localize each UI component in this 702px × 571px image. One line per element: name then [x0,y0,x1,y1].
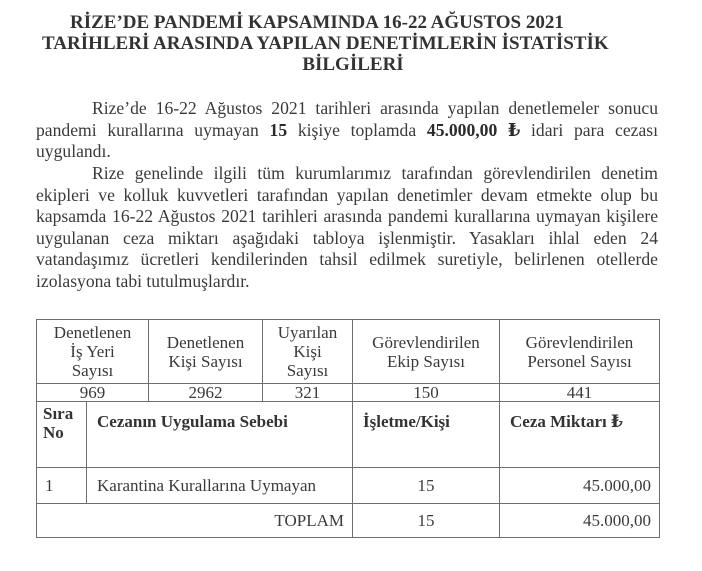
header-warned-persons: Uyarılan Kişi Sayısı [263,320,353,384]
title-line-2: TARİHLERİ ARASINDA YAPILAN DENETİMLERİN İSTATİSTİK [42,33,609,54]
row-amount: 45.000,00 [500,468,660,504]
total-fine-amount: 45.000,00 ₺ [426,119,521,140]
row-count: 15 [353,468,500,504]
header-business-person-count: İşletme/Kişi [353,402,500,468]
value-inspected-businesses: 969 [37,384,149,402]
header-assigned-teams: Görevlendirilen Ekip Sayısı [353,320,500,384]
value-assigned-teams: 150 [353,384,500,402]
summary-text-mid: kişiye toplamda [287,119,427,140]
header-penalty-reason: Cezanın Uygulama Sebebi [87,402,353,468]
summary-text-end: idari para cezası uygulandı. [36,119,659,161]
title-line-3: BİLGİLERİ [302,54,404,75]
value-assigned-personnel: 441 [500,384,660,402]
total-row [37,504,660,538]
summary-paragraph [36,98,658,163]
penalty-header-row [37,402,660,468]
value-inspected-persons: 2962 [149,384,263,402]
summary-text-start: Rize’de 16-22 Ağustos 2021 tarihleri arasında yapılan denetlemeler sonucu pandemi kurallarına uymayan [36,98,658,140]
row-number: 1 [37,468,87,504]
details-text: Rize genelinde ilgili tüm kurumlarımız tarafından görevlendirilen denetim ekipleri ve kolluk kuvvetleri tarafından yapılan denetimler devam etmekte olup bu kapsamda 16-22 Ağustos 2021 tarihleri arasında pandemi kurallarına uymayan kişilere uygulanan ceza miktarı aşağıdaki tabloya işlenmiştir. Yasakları ihlal eden 24 vatandaşımız ücretleri kendilerinden tahsil edilmek suretiyle, belirlenen otellerde izolasyona tabi tutulmuşlardır. [36,163,658,291]
penalized-count: 15 [269,119,288,140]
stats-values-row [37,384,660,402]
header-inspected-businesses: Denetlenen İş Yeri Sayısı [37,320,149,384]
row-reason: Karantina Kurallarına Uymayan [87,468,353,504]
total-label: TOPLAM [37,504,353,538]
document-title [0,12,702,75]
header-row-number: Sıra No [37,402,87,468]
title-line-1: RİZE’DE PANDEMİ KAPSAMINDA 16-22 AĞUSTOS 2021 [70,12,564,33]
value-warned-persons: 321 [263,384,353,402]
header-assigned-personnel: Görevlendirilen Personel Sayısı [500,320,660,384]
table-row [37,468,660,504]
stats-header-row [37,320,660,384]
total-count: 15 [353,504,500,538]
total-amount: 45.000,00 [500,504,660,538]
inspection-statistics-table [36,319,660,538]
details-paragraph [36,163,658,292]
header-inspected-persons: Denetlenen Kişi Sayısı [149,320,263,384]
header-fine-amount: Ceza Miktarı ₺ [500,402,660,468]
